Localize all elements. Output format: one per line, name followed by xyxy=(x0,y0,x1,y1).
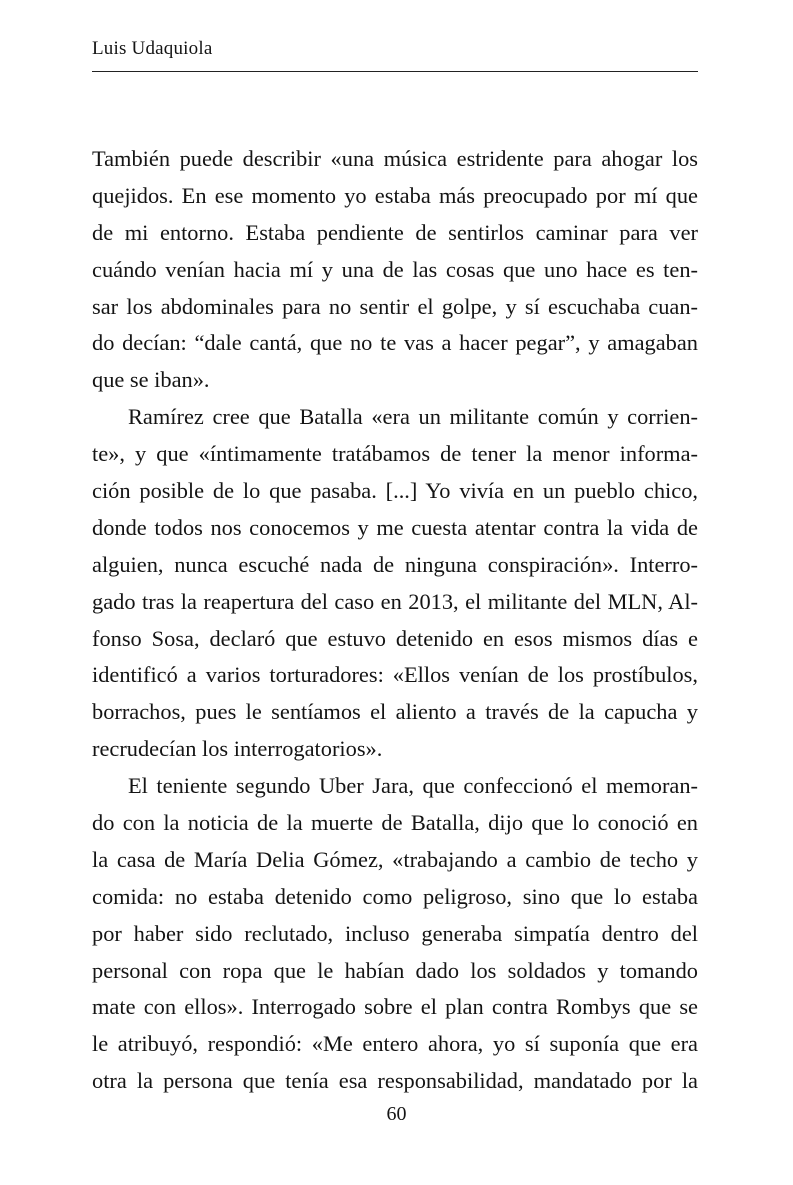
text-line: personal con ropa que le habían dado los soldados y tomando xyxy=(92,957,698,983)
text-line: cuándo venían hacia mí y una de las cosas que uno hace es ten- xyxy=(92,256,698,282)
text-line: de mi entorno. Estaba pendiente de sentirlos caminar para ver xyxy=(92,219,698,245)
text-line: donde todos nos conocemos y me cuesta atentar contra la vida de xyxy=(92,514,698,540)
text-line: comida: no estaba detenido como peligroso, sino que lo estaba xyxy=(92,883,698,909)
paragraph-3 xyxy=(92,768,698,1100)
text-line: identificó a varios torturadores: «Ellos venían de los prostíbulos, xyxy=(92,662,698,688)
text-line: recrudecían los interrogatorios». xyxy=(92,736,383,762)
paragraph-1 xyxy=(92,141,698,399)
text-line: do decían: “dale cantá, que no te vas a hacer pegar”, y amagaban xyxy=(92,330,698,356)
text-line: sar los abdominales para no sentir el golpe, y sí escuchaba cuan- xyxy=(92,293,698,319)
page-number: 60 xyxy=(386,1103,407,1125)
text-line: le atribuyó, respondió: «Me entero ahora, yo sí suponía que era xyxy=(92,1031,698,1057)
text-line: do con la noticia de la muerte de Batalla, dijo que lo conoció en xyxy=(92,810,698,836)
header-rule xyxy=(92,71,698,72)
text-line: que se iban». xyxy=(92,367,210,393)
text-line: gado tras la reapertura del caso en 2013, el militante del MLN, Al- xyxy=(92,588,698,614)
text-line: ción posible de lo que pasaba. [...] Yo vivía en un pueblo chico, xyxy=(92,478,698,504)
text-line: la casa de María Delia Gómez, «trabajando a cambio de techo y xyxy=(92,846,698,872)
text-line: El teniente segundo Uber Jara, que confeccionó el memoran- xyxy=(128,773,698,799)
text-line: borrachos, pues le sentíamos el aliento a través de la capucha y xyxy=(92,699,698,725)
text-line: mate con ellos». Interrogado sobre el plan contra Rombys que se xyxy=(92,994,698,1020)
paragraph-2 xyxy=(92,399,698,768)
text-line: por haber sido reclutado, incluso generaba simpatía dentro del xyxy=(92,920,698,946)
running-head: Luis Udaquiola xyxy=(92,38,213,59)
text-line: otra la persona que tenía esa responsabilidad, mandatado por la xyxy=(92,1068,698,1094)
text-line: quejidos. En ese momento yo estaba más preocupado por mí que xyxy=(92,182,698,208)
text-line: También puede describir «una música estridente para ahogar los xyxy=(92,146,698,171)
text-line: fonso Sosa, declaró que estuvo detenido en esos mismos días e xyxy=(92,625,698,651)
text-line: te», y que «íntimamente tratábamos de tener la menor informa- xyxy=(92,441,698,467)
text-line: alguien, nunca escuché nada de ninguna conspiración». Interro- xyxy=(92,551,698,577)
body-text xyxy=(92,141,698,1100)
text-line: Ramírez cree que Batalla «era un militante común y corrien- xyxy=(128,404,698,430)
